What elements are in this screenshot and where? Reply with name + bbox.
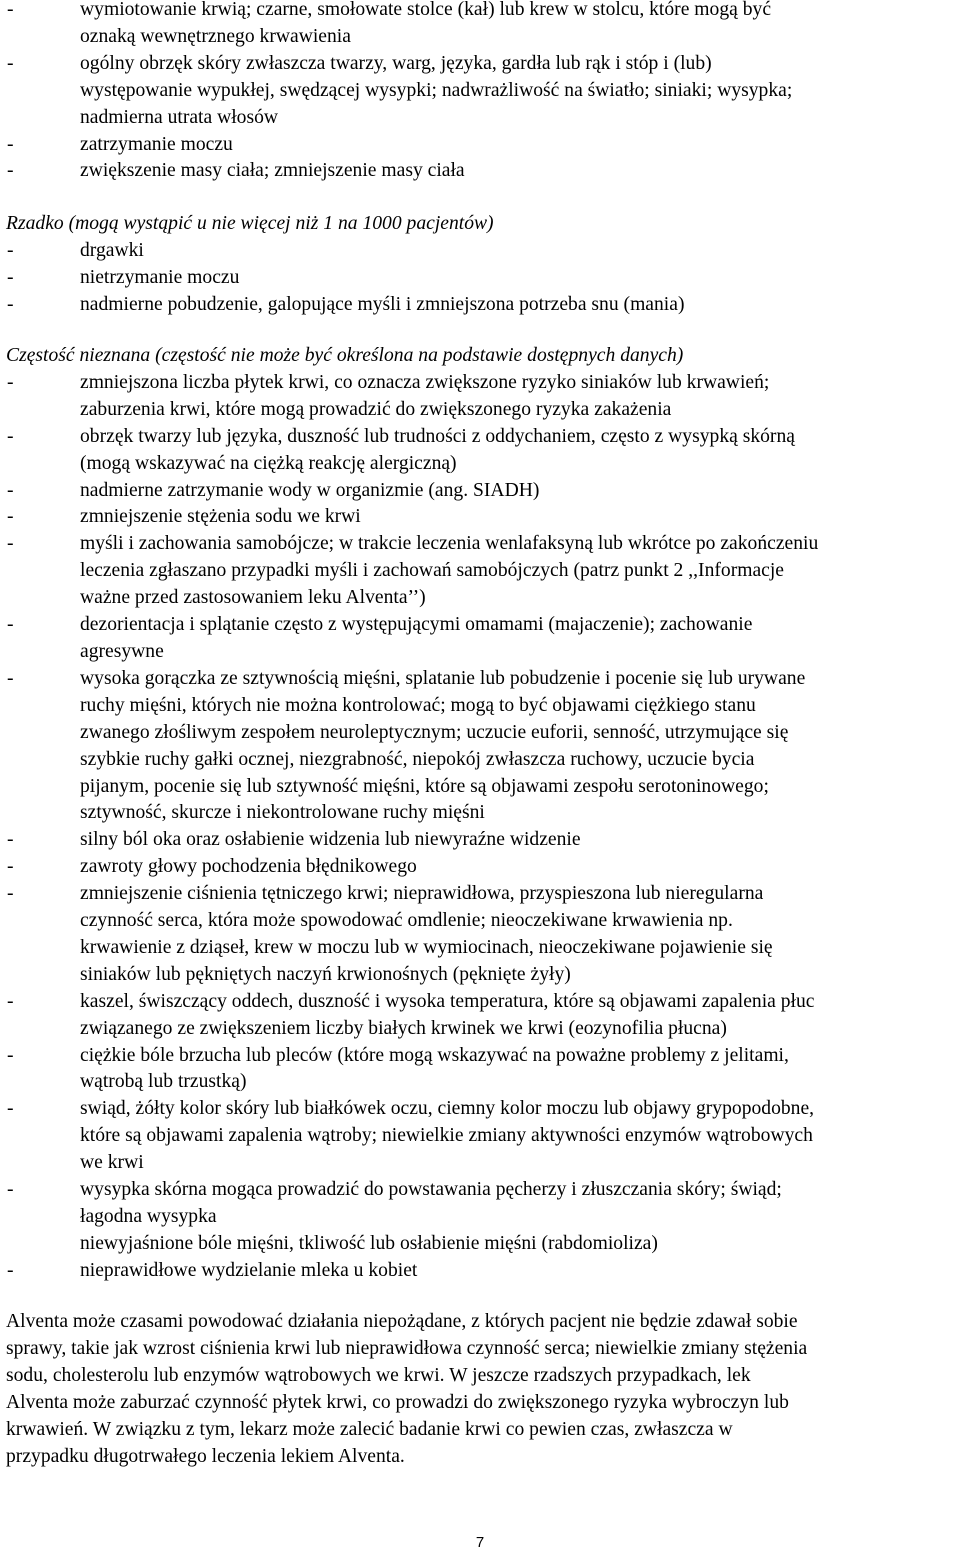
list-dash: - <box>7 856 14 878</box>
list-item-line: nadmierne zatrzymanie wody w organizmie (ang. SIADH) <box>80 479 540 501</box>
section-unknown <box>0 343 960 1285</box>
list-item <box>0 478 960 505</box>
paragraph-line: sprawy, takie jak wzrost ciśnienia krwi lub nieprawidłowa czynność serca; niewielkie zmiany stężenia <box>6 1337 808 1359</box>
list-dash: - <box>7 1098 14 1120</box>
side-effects-list-rare <box>0 238 960 319</box>
page-number: 7 <box>475 1534 485 1551</box>
list-item-line: zmniejszenie stężenia sodu we krwi <box>80 506 361 528</box>
list-item-line: zmniejszona liczba płytek krwi, co oznacza zwiększone ryzyko siniaków lub krwawień; <box>80 371 770 393</box>
list-item-line: wymiotowanie krwią; czarne, smołowate stolce (kał) lub krew w stolcu, które mogą być <box>80 0 772 20</box>
list-item <box>0 238 960 265</box>
list-item-line: które są objawami zapalenia wątroby; niewielkie zmiany aktywności enzymów wątrobowych <box>80 1125 813 1147</box>
list-dash: - <box>7 883 14 905</box>
list-item <box>0 989 960 1043</box>
list-item <box>0 424 960 478</box>
list-item-line: wątrobą lub trzustką) <box>80 1071 247 1093</box>
list-dash: - <box>7 425 14 447</box>
list-item <box>0 1043 960 1097</box>
list-item <box>0 292 960 319</box>
list-dash: - <box>7 667 14 689</box>
section-rare <box>0 211 960 319</box>
list-item-line: agresywne <box>80 640 164 662</box>
list-item-line: zmniejszenie ciśnienia tętniczego krwi; nieprawidłowa, przyspieszona lub nieregularna <box>80 883 764 905</box>
list-dash: - <box>7 52 14 74</box>
list-item-line: drgawki <box>80 239 144 261</box>
list-item-line: łagodna wysypka <box>80 1206 217 1227</box>
list-item-line: ogólny obrzęk skóry zwłaszcza twarzy, warg, języka, gardła lub rąk i stóp i (lub) <box>80 52 712 74</box>
list-item-line: zwiększenie masy ciała; zmniejszenie masy ciała <box>80 160 465 182</box>
list-dash: - <box>7 990 14 1012</box>
paragraph-line: sodu, cholesterolu lub enzymów wątrobowych we krwi. W jeszcze rzadszych przypadkach, lek <box>6 1364 751 1386</box>
list-item <box>0 370 960 424</box>
list-dash: - <box>7 133 14 155</box>
list-item-line: występowanie wypukłej, swędzącej wysypki; nadwrażliwość na światło; siniaki; wysypka; <box>80 79 793 101</box>
list-dash: - <box>7 1044 14 1066</box>
list-item <box>0 51 960 132</box>
list-dash: - <box>7 533 14 555</box>
list-item-line: związanego ze zwiększeniem liczby białych krwinek we krwi (eozynofilia płucna) <box>80 1017 727 1039</box>
list-item <box>0 531 960 612</box>
list-item-line: czynność serca, która może spowodować omdlenie; nieoczekiwane krwawienia np. <box>80 910 733 932</box>
list-dash: - <box>7 479 14 501</box>
list-item-line: ruchy mięśni, których nie można kontrolować; mogą to być objawami ciężkiego stanu <box>80 694 756 716</box>
list-item-line: kaszel, świszczący oddech, duszność i wysoka temperatura, które są objawami zapalenia płuc <box>80 990 815 1012</box>
list-item-line: zatrzymanie moczu <box>80 133 233 155</box>
list-item-line: (mogą wskazywać na ciężką reakcję alergiczną) <box>80 452 457 474</box>
list-item-line: swiąd, żółty kolor skóry lub białkówek oczu, ciemny kolor moczu lub objawy grypopodobne, <box>80 1098 815 1120</box>
list-item-line: nadmierne pobudzenie, galopujące myśli i zmniejszona potrzeba snu (mania) <box>80 293 685 315</box>
list-item <box>0 854 960 881</box>
list-dash: - <box>7 506 14 528</box>
list-item <box>0 1258 960 1285</box>
list-item <box>0 612 960 666</box>
list-dash: - <box>7 239 14 261</box>
list-item-line: siniaków lub pękniętych naczyń krwionośnych (pęknięte żyły) <box>80 963 571 985</box>
list-item <box>0 132 960 159</box>
list-item-line: nadmierna utrata włosów <box>80 106 279 128</box>
list-dash: - <box>7 1259 14 1281</box>
list-item-line: nieprawidłowe wydzielanie mleka u kobiet <box>80 1259 418 1281</box>
list-item-line: dezorientacja i splątanie często z występującymi omamami (majaczenie); zachowanie <box>80 614 753 636</box>
list-item <box>0 1096 960 1177</box>
list-item-line: silny ból oka oraz osłabienie widzenia lub niewyraźne widzenie <box>80 829 581 851</box>
list-item <box>0 666 960 827</box>
paragraph-line: Alventa może zaburzać czynność płytek krwi, co prowadzi do zwiększonego ryzyka wybroczyn lub <box>6 1391 789 1413</box>
list-item-line: oznaką wewnętrznego krwawienia <box>80 25 351 47</box>
paragraph-line: przypadku długotrwałego leczenia lekiem Alventa. <box>6 1445 405 1467</box>
list-item-line: zwanego złośliwym zespołem neuroleptycznym; uczucie euforii, senność, utrzymujące się <box>80 721 789 743</box>
list-item <box>0 504 960 531</box>
list-dash: - <box>7 614 14 636</box>
list-item-line: zawroty głowy pochodzenia błędnikowego <box>80 856 417 878</box>
list-item-line: wysypka skórna mogąca prowadzić do powstawania pęcherzy i złuszczania skóry; świąd; <box>80 1179 782 1201</box>
list-dash: - <box>7 1179 14 1201</box>
paragraph-line: Alventa może czasami powodować działania niepożądane, z których pacjent nie będzie zdawał sobie <box>6 1311 798 1332</box>
list-item-line: leczenia zgłaszano przypadki myśli i zachowań samobójczych (patrz punkt 2 ,,Informacje <box>80 560 784 582</box>
list-item-line: ciężkie bóle brzucha lub pleców (które mogą wskazywać na poważne problemy z jelitami, <box>80 1044 789 1066</box>
list-dash: - <box>7 266 14 288</box>
section-heading-rare: Rzadko (mogą wystąpić u nie więcej niż 1 na 1000 pacjentów) <box>6 213 494 234</box>
list-item-line: myśli i zachowania samobójcze; w trakcie leczenia wenlafaksyną lub wkrótce po zakończeniu <box>80 533 819 555</box>
list-item-line: sztywność, skurcze i niekontrolowane ruchy mięśni <box>80 802 485 824</box>
list-item <box>0 827 960 854</box>
section-heading-frequency-unknown: Częstość nieznana (częstość nie może być określona na podstawie dostępnych danych) <box>6 345 684 366</box>
list-item-line: pijanym, pocenie się lub sztywność mięśni, które są objawami zespołu serotoninowego; <box>80 775 769 797</box>
list-dash: - <box>7 293 14 315</box>
list-dash: - <box>7 160 14 182</box>
list-item <box>0 881 960 989</box>
list-item-line: wysoka gorączka ze sztywnością mięśni, splatanie lub pobudzenie i pocenie się lub urywane <box>80 667 806 689</box>
closing-paragraph <box>0 1309 960 1470</box>
list-item-line: niewyjaśnione bóle mięśni, tkliwość lub osłabienie mięśni (rabdomioliza) <box>80 1232 658 1254</box>
list-item-line: zaburzenia krwi, które mogą prowadzić do zwiększonego ryzyka zakażenia <box>80 398 672 420</box>
list-dash: - <box>7 0 14 20</box>
paragraph-line: krwawień. W związku z tym, lekarz może zalecić badanie krwi co pewien czas, zwłaszcza w <box>6 1418 733 1440</box>
side-effects-list-continued <box>0 0 960 185</box>
side-effects-list-frequency-unknown <box>0 370 960 1285</box>
list-item-line: ważne przed zastosowaniem leku Alventa’’) <box>80 587 426 609</box>
list-item-line: krwawienie z dziąseł, krew w moczu lub w wymiocinach, nieoczekiwane pojawienie się <box>80 936 773 958</box>
list-dash: - <box>7 829 14 851</box>
list-item-line: szybkie ruchy gałki ocznej, niezgrabność, niepokój zwłaszcza ruchowy, uczucie bycia <box>80 748 755 770</box>
list-item-line: nietrzymanie moczu <box>80 266 240 288</box>
list-item <box>0 1177 960 1258</box>
list-item <box>0 265 960 292</box>
list-item <box>0 158 960 185</box>
list-dash: - <box>7 371 14 393</box>
list-item <box>0 0 960 51</box>
list-item-line: we krwi <box>80 1152 144 1174</box>
list-item-line: obrzęk twarzy lub języka, duszność lub trudności z oddychaniem, często z wysypką skórną <box>80 425 795 447</box>
